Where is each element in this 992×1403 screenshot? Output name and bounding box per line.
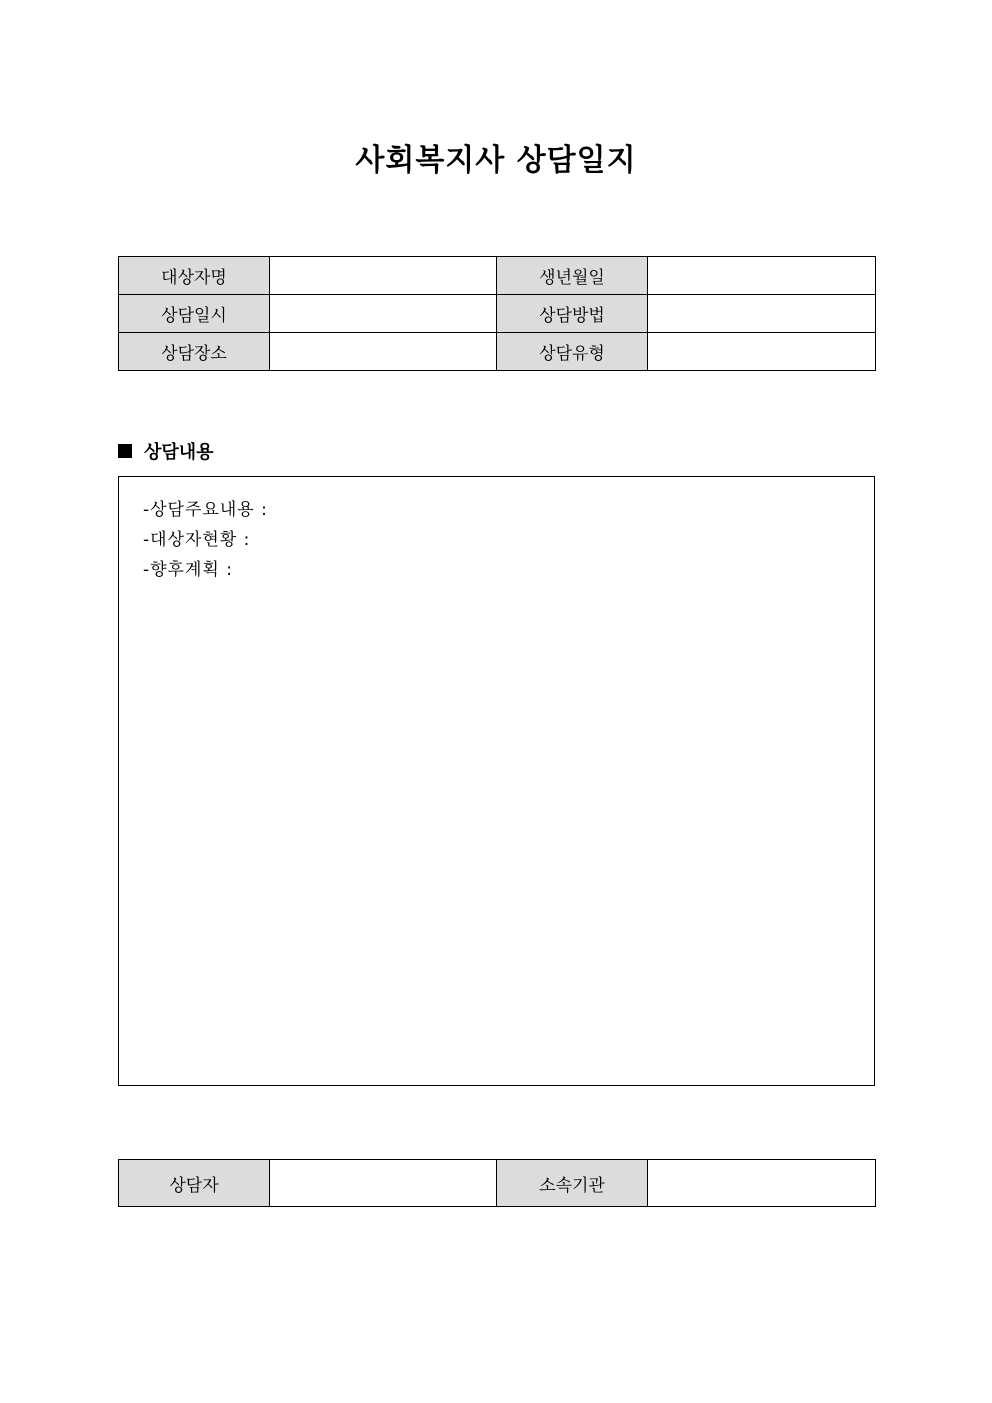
counseling-type-label: 상담유형 — [497, 333, 648, 371]
counseling-method-label: 상담방법 — [497, 295, 648, 333]
table-row — [119, 295, 876, 333]
counselor-field[interactable] — [270, 1160, 497, 1207]
client-info-table — [118, 256, 876, 371]
counseling-type-field[interactable] — [648, 333, 876, 371]
table-row — [119, 333, 876, 371]
counseling-datetime-label: 상담일시 — [119, 295, 270, 333]
future-plan-line: -향후계획 : — [143, 560, 233, 580]
counseling-content-box[interactable] — [118, 476, 875, 1086]
content-lines — [119, 477, 874, 585]
table-row — [119, 1160, 876, 1207]
birthdate-label: 생년월일 — [497, 257, 648, 295]
client-name-field[interactable] — [270, 257, 497, 295]
section-heading — [118, 438, 214, 464]
client-name-label: 대상자명 — [119, 257, 270, 295]
counseling-place-label: 상담장소 — [119, 333, 270, 371]
counselor-label: 상담자 — [119, 1160, 270, 1207]
section-heading-label: 상담내용 — [144, 442, 214, 463]
organization-field[interactable] — [648, 1160, 876, 1207]
counselor-info-table — [118, 1159, 876, 1207]
table-row — [119, 257, 876, 295]
square-bullet-icon — [118, 444, 132, 458]
main-content-line: -상담주요내용 : — [143, 500, 268, 520]
counseling-datetime-field[interactable] — [270, 295, 497, 333]
counseling-method-field[interactable] — [648, 295, 876, 333]
counseling-place-field[interactable] — [270, 333, 497, 371]
birthdate-field[interactable] — [648, 257, 876, 295]
document-title: 사회복지사 상담일지 — [355, 143, 637, 178]
client-status-line: -대상자현황 : — [143, 530, 251, 550]
organization-label: 소속기관 — [497, 1160, 648, 1207]
